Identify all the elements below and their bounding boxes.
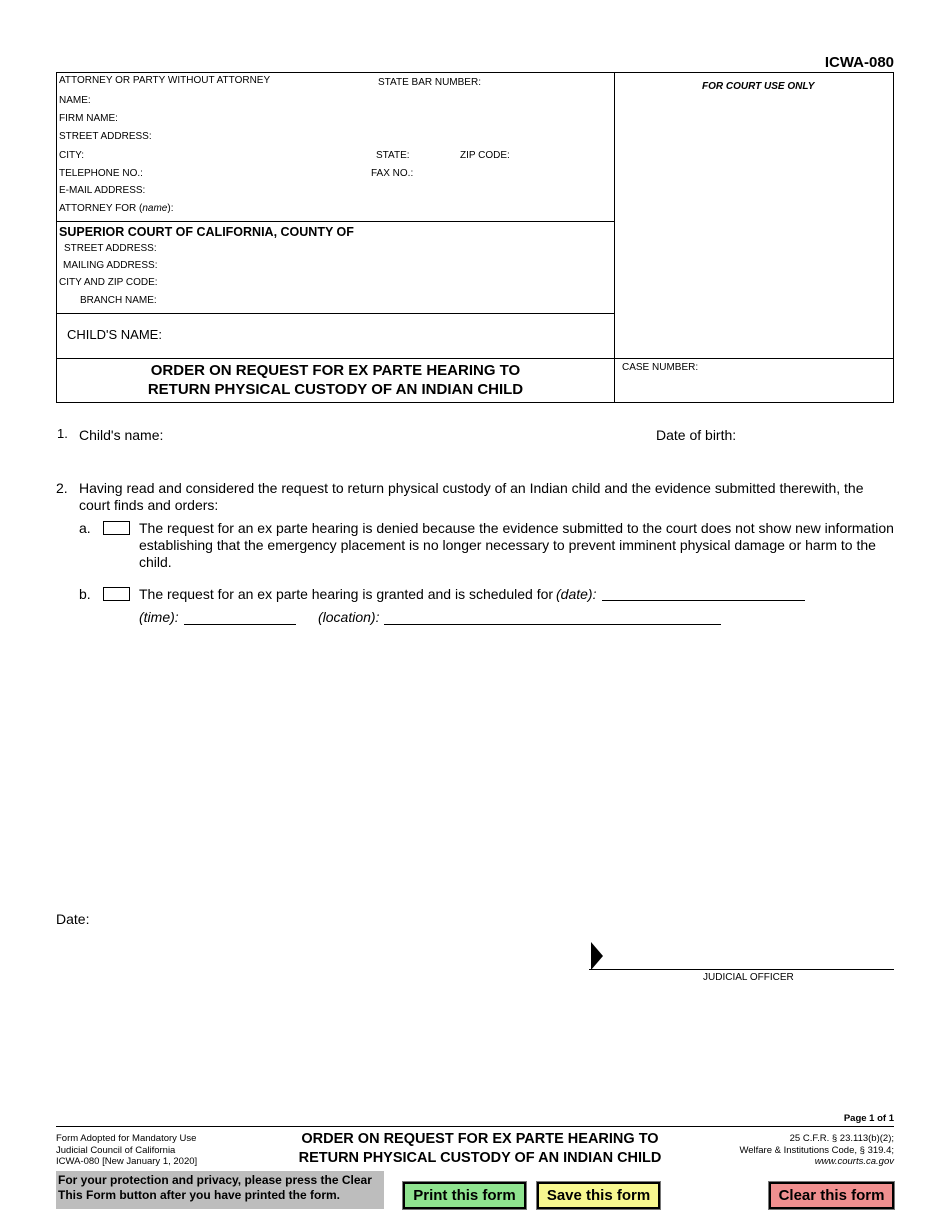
- hearing-location-field[interactable]: [384, 624, 721, 625]
- footer-cite-line3: www.courts.ca.gov: [814, 1156, 894, 1167]
- state-label: STATE:: [376, 150, 410, 161]
- court-name: SUPERIOR COURT OF CALIFORNIA, COUNTY OF: [59, 225, 354, 239]
- privacy-notice: [56, 1171, 384, 1209]
- court-city-zip-label: CITY AND ZIP CODE:: [59, 277, 158, 288]
- court-mailing-label: MAILING ADDRESS:: [63, 260, 158, 271]
- footer-citations: [739, 1133, 894, 1168]
- footer-adopted-line1: Form Adopted for Mandatory Use: [56, 1133, 197, 1144]
- signature-arrow-icon: [591, 942, 603, 970]
- form-id: ICWA-080: [824, 54, 894, 71]
- footer-adopted-line2: Judicial Council of California: [56, 1144, 176, 1156]
- item2b-text: The request for an ex parte hearing is granted and is scheduled for: [139, 586, 554, 602]
- footer-title-line2: RETURN PHYSICAL CUSTODY OF AN INDIAN CHILD: [298, 1150, 662, 1166]
- footer-title: [262, 1130, 698, 1168]
- footer-rule: [56, 1126, 894, 1127]
- footer-adopted-line3: ICWA-080 [New January 1, 2020]: [56, 1156, 198, 1167]
- item2a-text-line2: establishing that the emergency placement is no longer necessary to prevent imminent physical damage or harm to the: [139, 537, 876, 553]
- item2-text-line2: court finds and orders:: [79, 497, 219, 513]
- firm-name-label: FIRM NAME:: [59, 113, 118, 124]
- item1-dob-label: Date of birth:: [656, 427, 737, 443]
- court-street-label: STREET ADDRESS:: [64, 243, 157, 254]
- signature-line[interactable]: [589, 969, 894, 970]
- item2-number: 2.: [56, 480, 68, 496]
- attorney-for-suffix: ):: [167, 203, 174, 214]
- attorney-for-name: name: [142, 203, 168, 214]
- item2a-text: [139, 520, 899, 571]
- privacy-line2: This Form button after you have printed the form.: [58, 1188, 341, 1202]
- item1-number: 1.: [57, 426, 68, 441]
- name-label: NAME:: [59, 95, 91, 106]
- attorney-for-prefix: ATTORNEY FOR (: [59, 203, 143, 214]
- judicial-officer-label: JUDICIAL OFFICER: [703, 972, 794, 983]
- item2a-checkbox[interactable]: [103, 521, 130, 535]
- signature-date-label: Date:: [56, 911, 90, 927]
- attorney-for-label: [59, 203, 173, 214]
- city-label: CITY:: [59, 150, 85, 161]
- court-use-label: FOR COURT USE ONLY: [702, 81, 815, 92]
- hearing-date-field[interactable]: [602, 600, 805, 601]
- clear-form-button[interactable]: Clear this form: [769, 1182, 894, 1209]
- fax-label: FAX NO.:: [371, 168, 414, 179]
- item2b-date-label: (date):: [556, 586, 597, 602]
- item2-text: [79, 480, 894, 514]
- divider: [57, 313, 614, 314]
- caption-title-line1: ORDER ON REQUEST FOR EX PARTE HEARING TO: [150, 362, 521, 379]
- item2-text-line1: Having read and considered the request to return physical custody of an Indian child and the evidence submitted therewith, the: [79, 480, 864, 496]
- attorney-label: ATTORNEY OR PARTY WITHOUT ATTORNEY: [59, 75, 271, 86]
- item2b-letter: b.: [79, 586, 91, 602]
- street-address-label: STREET ADDRESS:: [59, 131, 152, 142]
- caption-title: [57, 361, 614, 399]
- footer-cite-line1: 25 C.F.R. § 23.113(b)(2);: [789, 1133, 894, 1144]
- page-number: Page 1 of 1: [843, 1113, 894, 1124]
- footer-cite-line2: Welfare & Institutions Code, § 319.4;: [739, 1144, 894, 1156]
- item2b-time-label: (time):: [139, 609, 179, 625]
- item2a-letter: a.: [79, 520, 91, 536]
- email-label: E-MAIL ADDRESS:: [59, 185, 146, 196]
- footer-adopted: [56, 1133, 197, 1168]
- item2a-text-line1: The request for an ex parte hearing is denied because the evidence submitted to the court does not show new information: [139, 520, 894, 536]
- privacy-line1: For your protection and privacy, please press the Clear: [58, 1173, 372, 1187]
- zip-code-label: ZIP CODE:: [460, 150, 510, 161]
- divider: [57, 358, 893, 359]
- item2b-location-label: (location):: [318, 609, 380, 625]
- caption-box: [56, 72, 894, 403]
- save-form-button[interactable]: Save this form: [537, 1182, 660, 1209]
- court-branch-label: BRANCH NAME:: [80, 295, 157, 306]
- item2a-text-line3: child.: [139, 554, 172, 570]
- print-form-button[interactable]: Print this form: [403, 1182, 526, 1209]
- hearing-time-field[interactable]: [184, 624, 296, 625]
- footer-title-line1: ORDER ON REQUEST FOR EX PARTE HEARING TO: [301, 1131, 659, 1147]
- divider: [57, 221, 614, 222]
- caption-title-line2: RETURN PHYSICAL CUSTODY OF AN INDIAN CHILD: [147, 381, 524, 398]
- state-bar-label: STATE BAR NUMBER:: [378, 77, 481, 88]
- item2b-checkbox[interactable]: [103, 587, 130, 601]
- caption-divider: [614, 73, 615, 402]
- item1-child-name-label: Child's name:: [79, 427, 164, 443]
- case-number-label: CASE NUMBER:: [622, 362, 699, 373]
- caption-child-name-label: CHILD'S NAME:: [67, 327, 162, 342]
- telephone-label: TELEPHONE NO.:: [59, 168, 143, 179]
